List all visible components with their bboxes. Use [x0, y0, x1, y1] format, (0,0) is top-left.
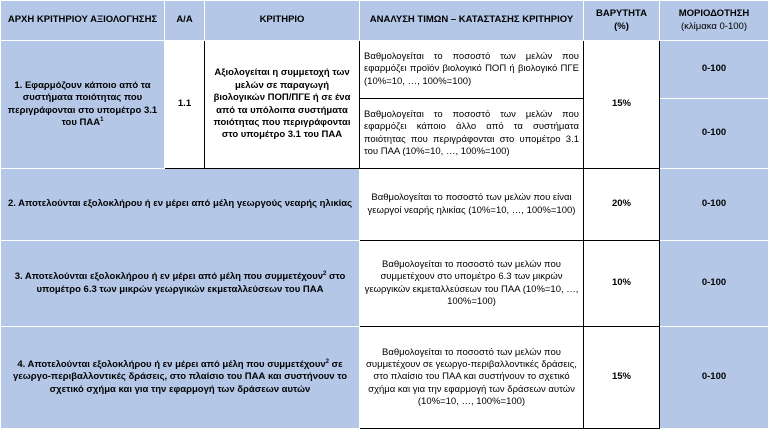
footnote-2b: 2	[326, 359, 329, 365]
header-analysis: ΑΝΑΛΥΣΗ ΤΙΜΩΝ – ΚΑΤΑΣΤΑΣΗΣ ΚΡΙΤΗΡΙΟΥ	[360, 1, 584, 41]
principle-1	[1, 41, 165, 169]
score-1a: 0-100	[660, 41, 768, 99]
weight-3: 10%	[584, 241, 660, 327]
principle-4-text-a: 4. Αποτελούνται εξολοκλήρου ή εν μέρει από μέλη που συμμετέχουν	[17, 359, 325, 370]
score-2: 0-100	[660, 169, 768, 241]
analysis-1b: Βαθμολογείται το ποσοστό των μελών που εφαρμόζει κάποιο άλλο από τα συστήματα ποιότητας που περιγράφονται στο υπομέτρο 3.1 του ΠΑΑ (10%=10, …, 100%=100)	[360, 99, 584, 169]
score-4: 0-100	[660, 327, 768, 429]
header-weight-unit: (%)	[588, 21, 655, 33]
weight-2: 20%	[584, 169, 660, 241]
header-weight	[584, 1, 660, 41]
principle-3-text-a: 3. Αποτελούνται εξολοκλήρου ή εν μέρει από μέλη που συμμετέχουν	[15, 271, 323, 282]
analysis-1a: Βαθμολογείται το ποσοστό των μελών που εφαρμόζει προϊόν βιολογικό ΠΟΠ ή βιολογικό ΠΓΕ (10%=10, …, 100%=100)	[360, 41, 584, 99]
score-3: 0-100	[660, 241, 768, 327]
analysis-4: Βαθμολογείται το ποσοστό των μελών που συμμετέχουν σε γεωργο-περιβαλλοντικές δράσεις, στο πλαίσιο του ΠΑΑ και συστήνουν το σχετικό σχήμα και για την εφαρμογή των δράσεων αυτών (10%=10, …, 100%=100)	[360, 327, 584, 429]
analysis-2: Βαθμολογείται το ποσοστό των μελών που είναι γεωργοί νεαρής ηλικίας (10%=10, …, 100%=100)	[360, 169, 584, 241]
header-weight-label: ΒΑΡΥΤΗΤΑ	[588, 8, 655, 20]
analysis-3: Βαθμολογείται το ποσοστό των μελών που συμμετέχουν στο υπομέτρο 6.3 των μικρών γεωργικών εκμεταλλεύσεων του ΠΑΑ (10%=10, …, 100%=100)	[360, 241, 584, 327]
header-row	[1, 1, 768, 41]
header-score-scale: (κλίμακα 0-100)	[664, 21, 764, 33]
principle-1-text: 1. Εφαρμόζουν κάποιο από τα συστήματα ποιότητας που περιγράφονται στο υπομέτρο 3.1 του ΠΑΑ	[8, 80, 157, 128]
principle-4-text-b: σε γεωργο-περιβαλλοντικές δράσεις, στο πλαίσιο του ΠΑΑ και συστήνουν το σχετικό σχήμα και για την εφαρμογή των δράσεων αυτών	[13, 359, 347, 395]
footnote-1: 1	[100, 117, 103, 123]
criterion-number: 1.1	[165, 41, 205, 169]
principle-4	[1, 327, 360, 429]
criterion-1-text: Αξιολογείται η συμμετοχή των μελών σε παραγωγή βιολογικών ΠΟΠ/ΠΓΕ ή σε ένα από τα υπόλοιπα συστήματα ποιότητας που περιγράφονται στο υπομέτρο 3.1 του ΠΑΑ	[205, 41, 360, 169]
table-row	[1, 169, 768, 241]
weight-4: 15%	[584, 327, 660, 429]
table-row	[1, 241, 768, 327]
header-aa: Α/Α	[165, 1, 205, 41]
header-criterion: ΚΡΙΤΗΡΙΟ	[205, 1, 360, 41]
table-row	[1, 41, 768, 99]
weight-1: 15%	[584, 41, 660, 169]
principle-3-text-b: στο υπομέτρο 6.3 των μικρών γεωργικών εκμεταλλεύσεων του ΠΑΑ	[37, 271, 346, 294]
table-row	[1, 327, 768, 429]
score-1b: 0-100	[660, 99, 768, 169]
header-principle: ΑΡΧΗ ΚΡΙΤΗΡΙΟΥ ΑΞΙΟΛΟΓΗΣΗΣ	[1, 1, 165, 41]
principle-3	[1, 241, 360, 327]
header-score-label: ΜΟΡΙΟΔΟΤΗΣΗ	[664, 8, 764, 20]
principle-2: 2. Αποτελούνται εξολοκλήρου ή εν μέρει από μέλη γεωργούς νεαρής ηλικίας	[1, 169, 360, 241]
header-score	[660, 1, 768, 41]
footnote-2: 2	[323, 271, 326, 277]
